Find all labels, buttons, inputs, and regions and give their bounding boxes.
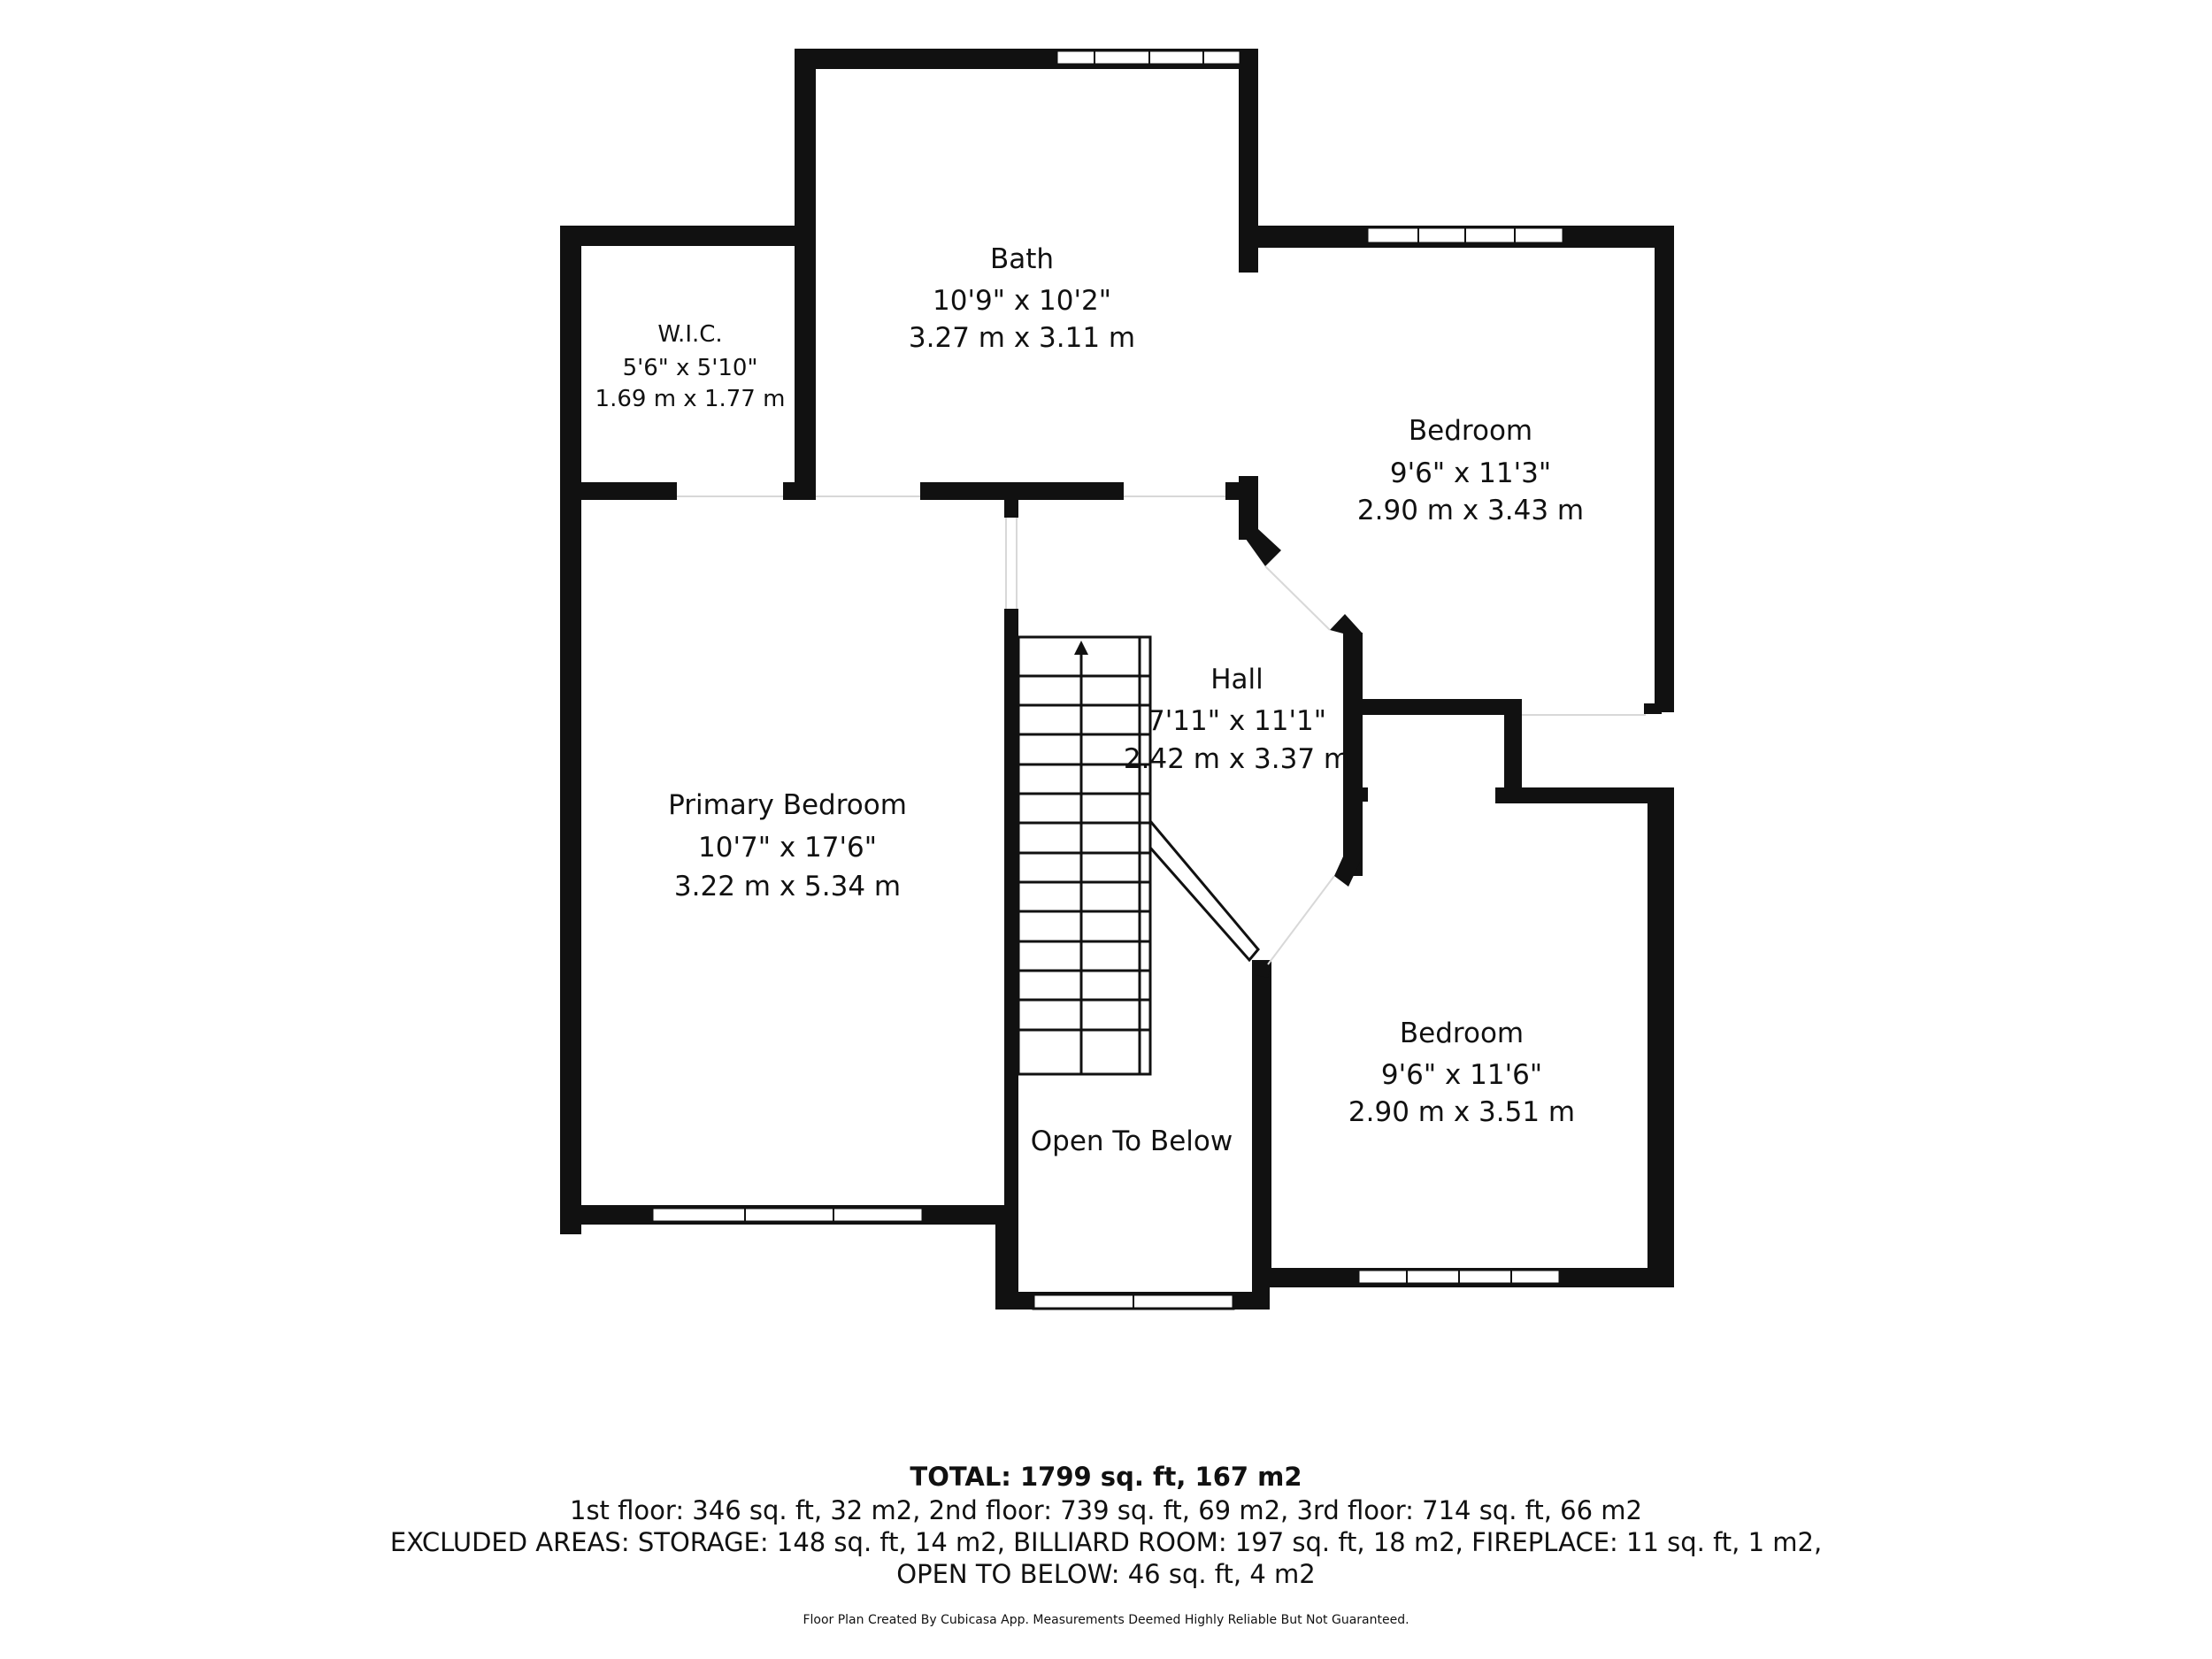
room-name-wic: W.I.C. bbox=[657, 321, 723, 348]
room-name-bath: Bath bbox=[989, 243, 1055, 275]
room-name-hall: Hall bbox=[1210, 664, 1263, 695]
staircase bbox=[1018, 637, 1258, 1074]
total-area: TOTAL: 1799 sq. ft, 167 m2 bbox=[910, 1462, 1302, 1492]
room-dims-metric-bath: 3.27 m x 3.11 m bbox=[908, 322, 1136, 354]
room-dims-metric-bedroom-bottom: 2.90 m x 3.51 m bbox=[1348, 1096, 1576, 1128]
room-dims-metric-wic: 1.69 m x 1.77 m bbox=[595, 386, 786, 412]
room-name-open-to-below: Open To Below bbox=[1030, 1125, 1233, 1157]
room-name-primary-bedroom: Primary Bedroom bbox=[668, 789, 907, 821]
room-dims-metric-hall: 2.42 m x 3.37 m bbox=[1123, 743, 1351, 775]
excluded-areas: EXCLUDED AREAS: STORAGE: 148 sq. ft, 14 m2, BILLIARD ROOM: 197 sq. ft, 18 m2, FIREPLACE: 11 sq. ft, 1 m2, bbox=[389, 1527, 1823, 1557]
room-dims-imperial-primary-bedroom: 10'7" x 17'6" bbox=[698, 832, 877, 864]
floor-areas: 1st floor: 346 sq. ft, 32 m2, 2nd floor: 739 sq. ft, 69 m2, 3rd floor: 714 sq. ft, 66 m2 bbox=[570, 1495, 1642, 1525]
room-dims-imperial-wic: 5'6" x 5'10" bbox=[622, 355, 758, 381]
room-dims-metric-primary-bedroom: 3.22 m x 5.34 m bbox=[673, 871, 902, 902]
credit-note: Floor Plan Created By Cubicasa App. Measurements Deemed Highly Reliable But Not Guaranteed. bbox=[803, 1613, 1409, 1627]
excluded-areas-continued: OPEN TO BELOW: 46 sq. ft, 4 m2 bbox=[896, 1559, 1316, 1589]
room-name-bedroom-top: Bedroom bbox=[1408, 415, 1533, 447]
room-dims-imperial-hall: 7'11" x 11'1" bbox=[1148, 705, 1326, 737]
stair-direction-arrow-icon bbox=[1074, 641, 1088, 655]
room-dims-imperial-bedroom-top: 9'6" x 11'3" bbox=[1389, 457, 1552, 489]
room-dims-imperial-bedroom-bottom: 9'6" x 11'6" bbox=[1380, 1059, 1543, 1091]
room-dims-imperial-bath: 10'9" x 10'2" bbox=[933, 285, 1111, 317]
room-dims-metric-bedroom-top: 2.90 m x 3.43 m bbox=[1356, 495, 1585, 526]
room-name-bedroom-bottom: Bedroom bbox=[1399, 1018, 1525, 1049]
